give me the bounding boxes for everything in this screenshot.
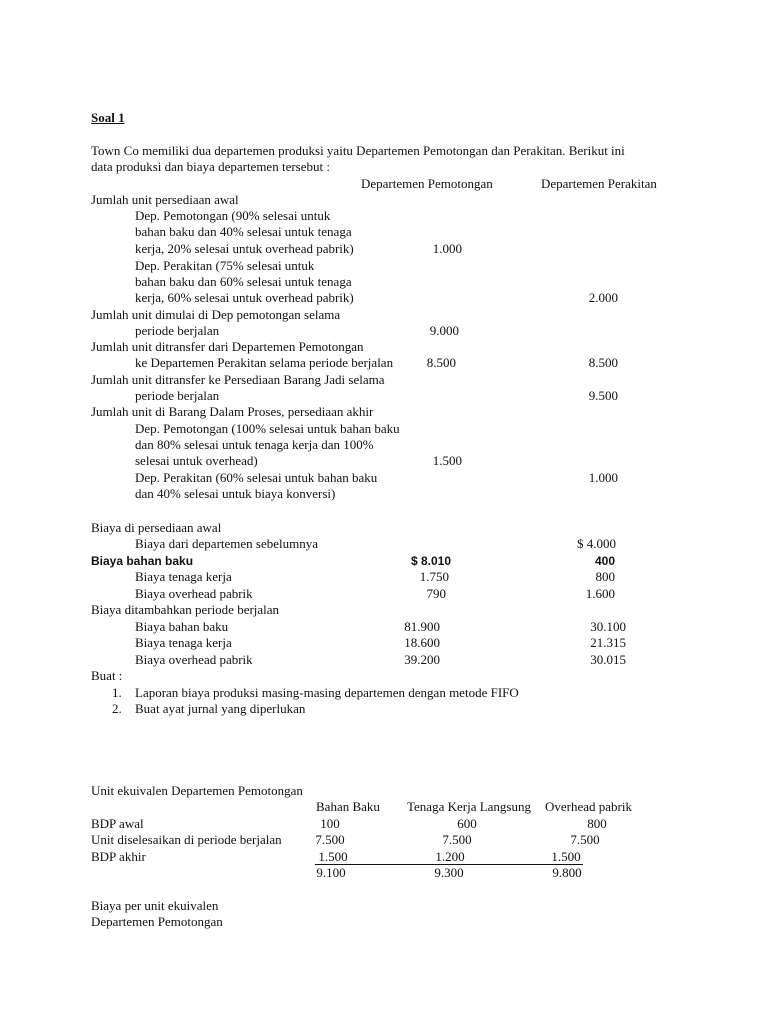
cost-value-pemotongan: 81.900 <box>404 619 440 634</box>
cost-value-perakitan: 21.315 <box>590 635 626 650</box>
value-pemotongan: 1.000 <box>432 241 462 256</box>
equiv-total: 9.800 <box>552 865 582 880</box>
intro-line-1: Town Co memiliki dua departemen produksi yaitu Departemen Pemotongan dan Perakitan. Berikut ini <box>91 143 625 158</box>
equiv-total: 9.300 <box>434 865 464 880</box>
cost-label: Biaya dari departemen sebelumnya <box>135 536 319 551</box>
equiv-total: 9.100 <box>316 865 346 880</box>
row-label: Dep. Perakitan (60% selesai untuk bahan baku <box>135 470 378 485</box>
cost-label: Biaya di persediaan awal <box>91 520 222 535</box>
equiv-value: 7.500 <box>442 832 472 847</box>
cost-value-pemotongan: 18.600 <box>404 635 440 650</box>
equiv-header-tenaga-kerja: Tenaga Kerja Langsung <box>407 799 531 814</box>
cost-value-perakitan: 30.015 <box>590 652 626 667</box>
cost-value-perakitan: 30.100 <box>590 619 626 634</box>
value-perakitan: 2.000 <box>588 290 618 305</box>
equiv-row-label: BDP akhir <box>91 849 146 864</box>
cost-label: Biaya overhead pabrik <box>135 652 253 667</box>
cost-label: Biaya tenaga kerja <box>135 635 232 650</box>
column-header-pemotongan: Departemen Pemotongan <box>361 176 493 191</box>
value-pemotongan: 1.500 <box>432 453 462 468</box>
cost-label: Biaya bahan baku <box>135 619 229 634</box>
equiv-value: 1.500 <box>318 849 348 864</box>
equiv-header-overhead: Overhead pabrik <box>545 799 632 814</box>
row-label: Dep. Pemotongan (100% selesai untuk bahan baku <box>135 421 400 436</box>
row-label: Dep. Pemotongan (90% selesai untuk <box>135 208 331 223</box>
value-perakitan: 1.000 <box>588 470 618 485</box>
equiv-value: 7.500 <box>315 832 345 847</box>
equiv-value: 1.200 <box>435 849 465 864</box>
heading: Soal 1 <box>91 110 125 125</box>
row-label: Jumlah unit di Barang Dalam Proses, persediaan akhir <box>91 404 374 419</box>
row-label: bahan baku dan 40% selesai untuk tenaga <box>135 224 352 239</box>
task-number: 1. <box>112 685 122 700</box>
value-perakitan: 9.500 <box>588 388 618 403</box>
cost-value-perakitan: 800 <box>595 569 615 584</box>
task-item: Buat ayat jurnal yang diperlukan <box>135 701 306 716</box>
equiv-row-label: Unit diselesaikan di periode berjalan <box>91 832 282 847</box>
cost-label: Biaya overhead pabrik <box>135 586 253 601</box>
cost-value-perakitan: 1.600 <box>585 586 615 601</box>
row-label: Jumlah unit ditransfer dari Departemen Pemotongan <box>91 339 364 354</box>
cost-value-pemotongan: $ 8.010 <box>410 554 451 568</box>
per-unit-title: Biaya per unit ekuivalen <box>91 898 219 913</box>
cost-label: Biaya ditambahkan periode berjalan <box>91 602 280 617</box>
row-label: Jumlah unit dimulai di Dep pemotongan selama <box>91 307 341 322</box>
value-perakitan: 8.500 <box>588 355 618 370</box>
row-label: dan 80% selesai untuk tenaga kerja dan 100% <box>135 437 374 452</box>
row-label: Dep. Perakitan (75% selesai untuk <box>135 258 315 273</box>
row-label: selesai untuk overhead) <box>135 453 258 468</box>
column-header-perakitan: Departemen Perakitan <box>541 176 657 191</box>
task-label: Buat : <box>91 668 123 683</box>
task-item: Laporan biaya produksi masing-masing departemen dengan metode FIFO <box>135 685 519 700</box>
equiv-value: 100 <box>320 816 340 831</box>
equiv-value: 7.500 <box>570 832 600 847</box>
cost-value-pemotongan: 790 <box>426 586 446 601</box>
row-label: kerja, 20% selesai untuk overhead pabrik) <box>135 241 354 256</box>
equiv-header-bahan-baku: Bahan Baku <box>316 799 380 814</box>
cost-value-perakitan: 400 <box>594 554 615 568</box>
equiv-row-label: BDP awal <box>91 816 144 831</box>
equiv-value: 1.500 <box>551 849 581 864</box>
per-unit-subtitle: Departemen Pemotongan <box>91 914 223 929</box>
row-label: bahan baku dan 60% selesai untuk tenaga <box>135 274 352 289</box>
task-number: 2. <box>112 701 122 716</box>
row-label: dan 40% selesai untuk biaya konversi) <box>135 486 336 501</box>
cost-label: Biaya bahan baku <box>91 554 194 568</box>
row-label: periode berjalan <box>135 388 220 403</box>
row-label: Jumlah unit persediaan awal <box>91 192 239 207</box>
cost-label: Biaya tenaga kerja <box>135 569 232 584</box>
row-label: Jumlah unit ditransfer ke Persediaan Barang Jadi selama <box>91 372 385 387</box>
equiv-value: 600 <box>457 816 477 831</box>
equiv-value: 800 <box>587 816 607 831</box>
row-label: periode berjalan <box>135 323 220 338</box>
equiv-title: Unit ekuivalen Departemen Pemotongan <box>91 783 303 798</box>
cost-value-pemotongan: 39.200 <box>404 652 440 667</box>
row-label: ke Departemen Perakitan selama periode berjalan <box>135 355 394 370</box>
value-pemotongan: 9.000 <box>429 323 459 338</box>
intro-line-2: data produksi dan biaya departemen tersebut : <box>91 159 330 174</box>
value-pemotongan: 8.500 <box>426 355 456 370</box>
row-label: kerja, 60% selesai untuk overhead pabrik) <box>135 290 354 305</box>
cost-value-pemotongan: 1.750 <box>419 569 449 584</box>
cost-value-perakitan: $ 4.000 <box>577 536 616 551</box>
